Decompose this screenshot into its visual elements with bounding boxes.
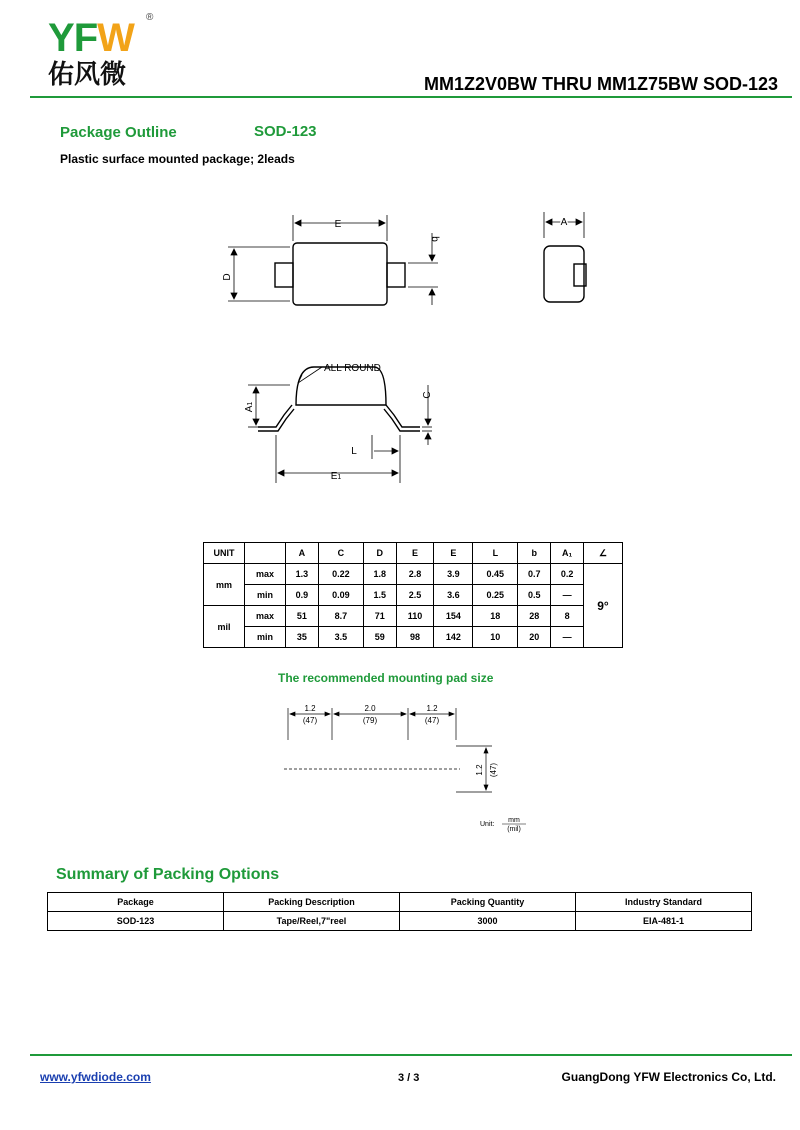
header-rule bbox=[30, 96, 792, 98]
type-cell: min bbox=[245, 627, 286, 648]
body-outline bbox=[293, 243, 387, 305]
column-header: Package bbox=[48, 893, 224, 912]
type-cell: max bbox=[245, 606, 286, 627]
value-cell: 3.9 bbox=[434, 564, 473, 585]
unit-numerator: mm bbox=[508, 817, 520, 824]
value-cell: 8 bbox=[551, 606, 584, 627]
table-row bbox=[204, 627, 623, 648]
pad-dim-3-mm: 1.2 bbox=[426, 704, 438, 713]
header-cell: E bbox=[396, 543, 434, 564]
packing-options-title: Summary of Packing Options bbox=[56, 866, 280, 883]
header-cell: ∠ bbox=[584, 543, 623, 564]
label-d: D bbox=[222, 273, 233, 281]
table-row bbox=[204, 564, 623, 585]
label-l: L bbox=[351, 446, 357, 457]
table-row bbox=[204, 606, 623, 627]
pad-dim-1-mil: (47) bbox=[302, 716, 318, 725]
column-header: Packing Description bbox=[224, 893, 400, 912]
value-cell: 2.8 bbox=[396, 564, 434, 585]
footer-rule bbox=[30, 1054, 792, 1056]
column-header: Industry Standard bbox=[576, 893, 752, 912]
unit-cell: mil bbox=[204, 606, 245, 648]
table-row bbox=[204, 585, 623, 606]
package-subtitle: Plastic surface mounted package; 2leads bbox=[60, 152, 295, 166]
label-all-round: ALL ROUND bbox=[324, 363, 381, 374]
header-cell: A bbox=[286, 543, 319, 564]
value-cell: 3.5 bbox=[318, 627, 363, 648]
label-c: C bbox=[422, 391, 433, 399]
value-cell: — bbox=[551, 627, 584, 648]
header-cell: A₁ bbox=[551, 543, 584, 564]
logo bbox=[48, 18, 134, 58]
value-cell: 51 bbox=[286, 606, 319, 627]
label-e: E bbox=[334, 219, 342, 230]
website-link[interactable]: www.yfwdiode.com bbox=[40, 1070, 151, 1084]
package-outline-title: Package Outline bbox=[60, 124, 177, 141]
table-row bbox=[48, 912, 752, 931]
value-cell: 142 bbox=[434, 627, 473, 648]
value-cell: 0.25 bbox=[473, 585, 518, 606]
mounting-pad-drawing bbox=[270, 700, 540, 840]
dimension-table-header bbox=[204, 543, 623, 564]
unit-cell: mm bbox=[204, 564, 245, 606]
pad-dim-3-mil: (47) bbox=[424, 716, 440, 725]
document-title: MM1Z2V0BW THRU MM1Z75BW SOD-123 bbox=[423, 74, 778, 94]
label-b: b bbox=[429, 236, 440, 242]
logo-letter-y: Y bbox=[48, 16, 74, 60]
value-cell: 98 bbox=[396, 627, 434, 648]
value-cell: 0.22 bbox=[318, 564, 363, 585]
label-a: A bbox=[560, 217, 568, 228]
logo-letter-w: W bbox=[97, 16, 134, 60]
header-cell bbox=[245, 543, 286, 564]
header-cell: E bbox=[434, 543, 473, 564]
table-cell: SOD-123 bbox=[48, 912, 224, 931]
value-cell: 10 bbox=[473, 627, 518, 648]
value-cell: 71 bbox=[363, 606, 396, 627]
angle-cell: 9° bbox=[584, 564, 623, 648]
header-cell: b bbox=[518, 543, 551, 564]
column-header: Packing Quantity bbox=[400, 893, 576, 912]
pad-dim-1-mm: 1.2 bbox=[304, 704, 316, 713]
header-cell: UNIT bbox=[204, 543, 245, 564]
value-cell: 1.8 bbox=[363, 564, 396, 585]
top-view-drawing bbox=[220, 205, 460, 315]
header-cell: L bbox=[473, 543, 518, 564]
dimension-table bbox=[203, 542, 623, 648]
header-cell: C bbox=[318, 543, 363, 564]
value-cell: 154 bbox=[434, 606, 473, 627]
company-name: GuangDong YFW Electronics Co, Ltd. bbox=[561, 1070, 776, 1084]
label-a1: A1 bbox=[244, 401, 255, 413]
pad-dim-2-mm: 2.0 bbox=[364, 704, 376, 713]
value-cell: 3.6 bbox=[434, 585, 473, 606]
end-view-drawing bbox=[536, 208, 606, 308]
header-cell: D bbox=[363, 543, 396, 564]
packing-table-header bbox=[48, 893, 752, 912]
value-cell: — bbox=[551, 585, 584, 606]
value-cell: 28 bbox=[518, 606, 551, 627]
value-cell: 0.5 bbox=[518, 585, 551, 606]
table-cell: 3000 bbox=[400, 912, 576, 931]
value-cell: 59 bbox=[363, 627, 396, 648]
logo-letter-f: F bbox=[73, 16, 98, 60]
value-cell: 20 bbox=[518, 627, 551, 648]
logo-chinese-name: 佑风微 bbox=[48, 60, 127, 90]
value-cell: 2.5 bbox=[396, 585, 434, 606]
profile-drawing bbox=[240, 355, 440, 485]
table-cell: Tape/Reel,7"reel bbox=[224, 912, 400, 931]
type-cell: max bbox=[245, 564, 286, 585]
value-cell: 8.7 bbox=[318, 606, 363, 627]
mounting-pad-title: The recommended mounting pad size bbox=[278, 671, 494, 685]
package-name: SOD-123 bbox=[254, 123, 317, 140]
value-cell: 0.09 bbox=[318, 585, 363, 606]
value-cell: 35 bbox=[286, 627, 319, 648]
lead-left bbox=[275, 263, 293, 287]
pad-height-mm: 1.2 bbox=[475, 764, 484, 776]
registered-mark: ® bbox=[146, 12, 154, 23]
label-e1: E1 bbox=[330, 471, 342, 482]
value-cell: 0.7 bbox=[518, 564, 551, 585]
lead-right bbox=[387, 263, 405, 287]
value-cell: 18 bbox=[473, 606, 518, 627]
page-number: 3 / 3 bbox=[398, 1072, 420, 1084]
table-cell: EIA-481-1 bbox=[576, 912, 752, 931]
packing-table bbox=[47, 892, 752, 931]
unit-label: Unit: bbox=[480, 821, 495, 828]
pad-height-mil: (47) bbox=[489, 762, 498, 778]
type-cell: min bbox=[245, 585, 286, 606]
value-cell: 110 bbox=[396, 606, 434, 627]
value-cell: 0.2 bbox=[551, 564, 584, 585]
pad-dim-2-mil: (79) bbox=[362, 716, 378, 725]
value-cell: 1.5 bbox=[363, 585, 396, 606]
value-cell: 1.3 bbox=[286, 564, 319, 585]
value-cell: 0.45 bbox=[473, 564, 518, 585]
value-cell: 0.9 bbox=[286, 585, 319, 606]
unit-denominator: (mil) bbox=[507, 826, 521, 833]
